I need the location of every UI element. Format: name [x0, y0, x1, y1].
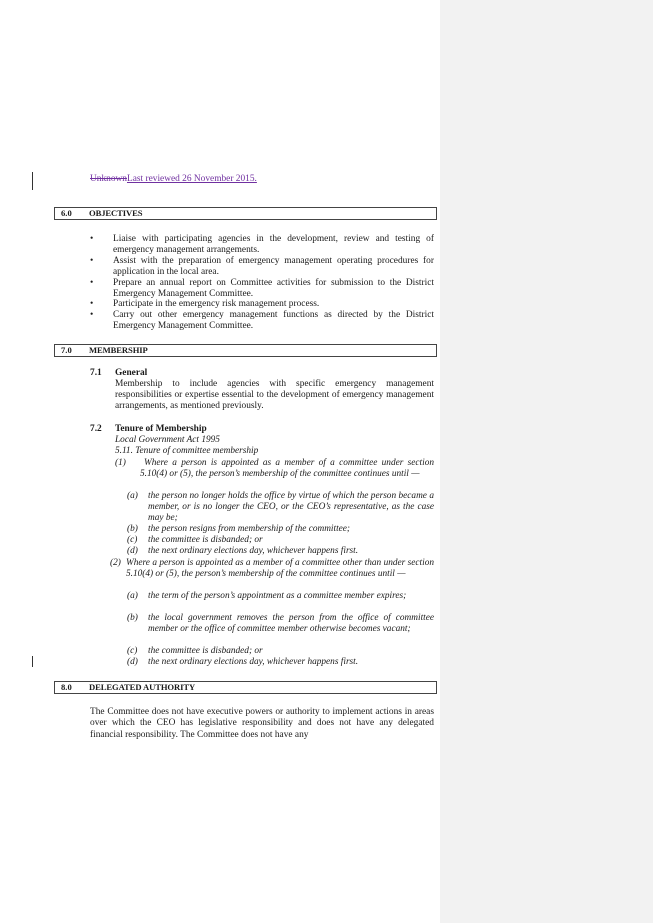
section-heading-objectives — [54, 207, 437, 220]
item-label: (d) — [127, 657, 138, 667]
item-label: (a) — [127, 591, 138, 601]
act-title: Local Government Act 1995 — [115, 435, 220, 445]
section-title: OBJECTIVES — [89, 208, 143, 218]
section-title: DELEGATED AUTHORITY — [89, 682, 196, 692]
change-bar — [32, 656, 33, 667]
subheading-general — [90, 368, 147, 379]
item-text: the person no longer holds the office by virtue of which the person became a member, or is no longer the CEO, or the CEO’s representative, as the case may be; — [148, 491, 434, 523]
item-text: the next ordinary elections day, whichever happens first. — [148, 546, 359, 556]
objectives-list — [88, 234, 434, 332]
item-label: (b) — [127, 524, 138, 534]
change-bar — [32, 172, 33, 190]
comment-pane — [440, 0, 653, 923]
item-text: the committee is disbanded; or — [148, 535, 263, 545]
item-text: the next ordinary elections day, whichever happens first. — [148, 657, 359, 667]
clause-number: (1) — [115, 458, 126, 468]
list-item — [88, 234, 434, 256]
item-text: the local government removes the person from the office of committee member or the office of committee member otherwise becomes vacant; — [148, 613, 434, 634]
item-label: (c) — [127, 646, 138, 656]
bullet: • — [90, 277, 94, 288]
deleted-text: Unknown — [90, 174, 127, 184]
section-heading-membership — [54, 344, 437, 357]
delegated-authority-paragraph: The Committee does not have executive powers or authority to implement actions in areas over which the CEO has legislative responsibility and does not have any delegated financial responsibility. The Committee does not have any — [90, 707, 434, 740]
section-caption: 5.11. Tenure of committee membership — [115, 446, 259, 456]
item-label: (c) — [127, 535, 138, 545]
section-number: 8.0 — [61, 682, 72, 692]
list-item-text: Prepare an annual report on Committee activities for submission to the District Emergency Management Committee. — [113, 277, 434, 299]
clause-text: Where a person is appointed as a member of a committee other than under section 5.10(4) or (5), the person’s membership of the committee continues until — — [126, 558, 434, 579]
list-item-text: Carry out other emergency management functions as directed by the District Emergency Management Committee. — [113, 310, 434, 332]
clause-number: (2) — [110, 558, 121, 568]
list-item — [88, 299, 434, 310]
item-text: the term of the person’s appointment as a committee member expires; — [148, 591, 407, 601]
section-heading-delegated-authority — [54, 681, 437, 694]
section-number: 7.0 — [61, 345, 72, 355]
section-number: 6.0 — [61, 208, 72, 218]
subsection-number: 7.2 — [90, 424, 102, 434]
subheading-tenure — [90, 424, 207, 435]
bullet: • — [90, 299, 94, 310]
bullet: • — [90, 255, 94, 266]
general-paragraph: Membership to include agencies with specific emergency management responsibilities or expertise essential to the development of emergency management arrangements, as mentioned previously. — [115, 379, 434, 411]
clause-text: Where a person is appointed as a member of a committee under section 5.10(4) or (5), the person’s membership of the committee continues until — — [140, 458, 434, 479]
bullet: • — [90, 310, 94, 321]
item-label: (a) — [127, 491, 138, 501]
list-item-text: Liaise with participating agencies in the development, review and testing of emergency management arrangements. — [113, 234, 434, 255]
subsection-number: 7.1 — [90, 368, 102, 378]
review-status-line — [90, 174, 257, 184]
list-item — [88, 278, 434, 300]
section-title: MEMBERSHIP — [89, 345, 148, 355]
subsection-title: General — [115, 368, 148, 378]
list-item — [88, 310, 434, 332]
item-text: the person resigns from membership of the committee; — [148, 524, 351, 534]
inserted-text: Last reviewed 26 November 2015. — [126, 174, 257, 184]
list-item-text: Assist with the preparation of emergency management operating procedures for application in the local area. — [113, 255, 434, 277]
list-item — [88, 256, 434, 278]
subsection-title: Tenure of Membership — [115, 424, 207, 434]
item-label: (d) — [127, 546, 138, 556]
list-item-text: Participate in the emergency risk management process. — [113, 299, 320, 310]
item-label: (b) — [127, 613, 138, 623]
item-text: the committee is disbanded; or — [148, 646, 263, 656]
bullet: • — [90, 234, 94, 244]
